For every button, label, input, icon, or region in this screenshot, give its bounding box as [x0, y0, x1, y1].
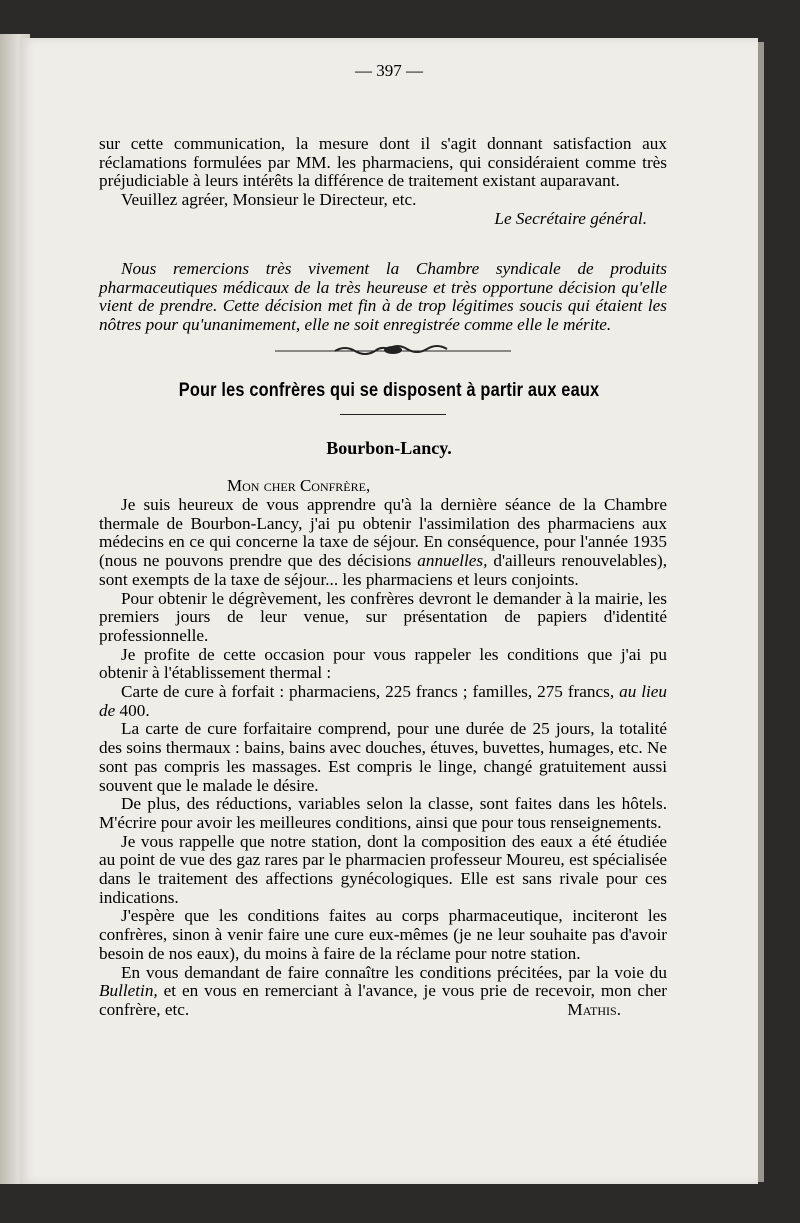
- p4-italic: au lieu de: [99, 682, 667, 720]
- p1-end: d'ailleurs renouvelables), sont exempts de la taxe de séjour... les pharmaciens et leurs conjoints.: [99, 551, 668, 589]
- page-edge-shadow: [758, 42, 764, 1182]
- italic-note: [99, 260, 667, 335]
- letter-paragraph-5: La carte de cure forfaitaire comprend, pour une durée de 25 jours, la totalité des soins thermaux : bains, bains avec douches, étuves, buvettes, humages, etc. Ne sont pas compris les massages. Est compris le linge, changé gratuitement aussi souvent que le malade le désire.: [99, 719, 667, 795]
- letter-paragraph-4: [99, 683, 667, 720]
- p9-italic: Bulletin,: [99, 981, 158, 1001]
- signature-secretary: Le Secrétaire général.: [494, 208, 647, 228]
- page-number: — 397 —: [355, 61, 423, 80]
- p4-text: Carte de cure à forfait : pharmaciens, 225 francs ; familles, 275 francs,: [121, 682, 615, 702]
- subheading: Bourbon-Lancy.: [326, 438, 452, 458]
- p9-end: et en vous en remerciant à l'avance, je vous prie de recevoir, mon cher confrère, etc.: [99, 981, 667, 1019]
- top-section: [99, 135, 667, 229]
- letter-paragraph-1: [99, 496, 667, 590]
- closing-line: Veuillez agréer, Monsieur le Directeur, etc.: [121, 190, 417, 210]
- heading-rule: [340, 414, 446, 415]
- salutation: Mon cher Confrère,: [227, 476, 371, 495]
- letter-paragraph-8: J'espère que les conditions faites au corps pharmaceutique, inciteront les confrères, sinon à venir faire une cure eux-mêmes (je ne leur souhaite pas d'avoir besoin de nos eaux), du moins à faire de la réclame pour notre station.: [99, 906, 667, 963]
- p9-text: En vous demandant de faire connaître les conditions précitées, par la voie du: [121, 962, 667, 982]
- letter-paragraph-7: Je vous rappelle que notre station, dont la composition des eaux a été étudiée au point de vue des gaz rares par le pharmacien professeur Moureu, est spécialisée dans le traitement des affections gynécologiques. Elle est sans rivale pour ces indications.: [99, 831, 667, 907]
- letter-paragraph-3: Je profite de cette occasion pour vous rappeler les conditions que j'ai pu obtenir à l'établissement thermal :: [99, 644, 667, 683]
- ornament-divider-icon: [275, 343, 511, 359]
- p1-text: Je suis heureux de vous apprendre qu'à la dernière séance de la Chambre thermale de Bourbon-Lancy, j'ai pu obtenir l'assimilation des pharmaciens aux médecins en ce qui concerne la taxe de séjour. En conséquence, pour l'année 1935 (nous ne pouvons prendre que des décisions: [99, 495, 667, 571]
- p1-italic: annuelles,: [417, 551, 488, 571]
- italic-note-text: Nous remercions très vivement la Chambre syndicale de produits pharmaceutiques médicaux de la très heureuse et très opportune décision qu'elle vient de prendre. Cette décision met fin à de trop légitimes soucis qui étaient les nôtres pour qu'unanimement, elle ne soit enregistrée comme elle le mérite.: [99, 259, 667, 335]
- section-heading: Pour les confrères qui se disposent à partir aux eaux: [178, 380, 600, 401]
- p4-end: 400.: [119, 700, 150, 720]
- letter-body: [99, 496, 667, 1020]
- top-paragraph: sur cette communication, la mesure dont il s'agit donnant satisfaction aux réclamations formulées par MM. les pharmaciens, qui considéraient comme très préjudiciable à leurs intérêts la différence de traitement existant auparavant.: [99, 134, 667, 191]
- signature-mathis: Mathis.: [567, 999, 621, 1019]
- letter-paragraph-9: [99, 964, 667, 1020]
- letter-paragraph-6: De plus, des réductions, variables selon la classe, sont faites dans les hôtels. M'écrire pour avoir les meilleures conditions, ainsi que pour tous renseignements.: [99, 794, 667, 832]
- letter-paragraph-2: Pour obtenir le dégrèvement, les confrères devront le demander à la mairie, les premiers jours de leur venue, sur présentation de papiers d'identité professionnelle.: [99, 588, 667, 645]
